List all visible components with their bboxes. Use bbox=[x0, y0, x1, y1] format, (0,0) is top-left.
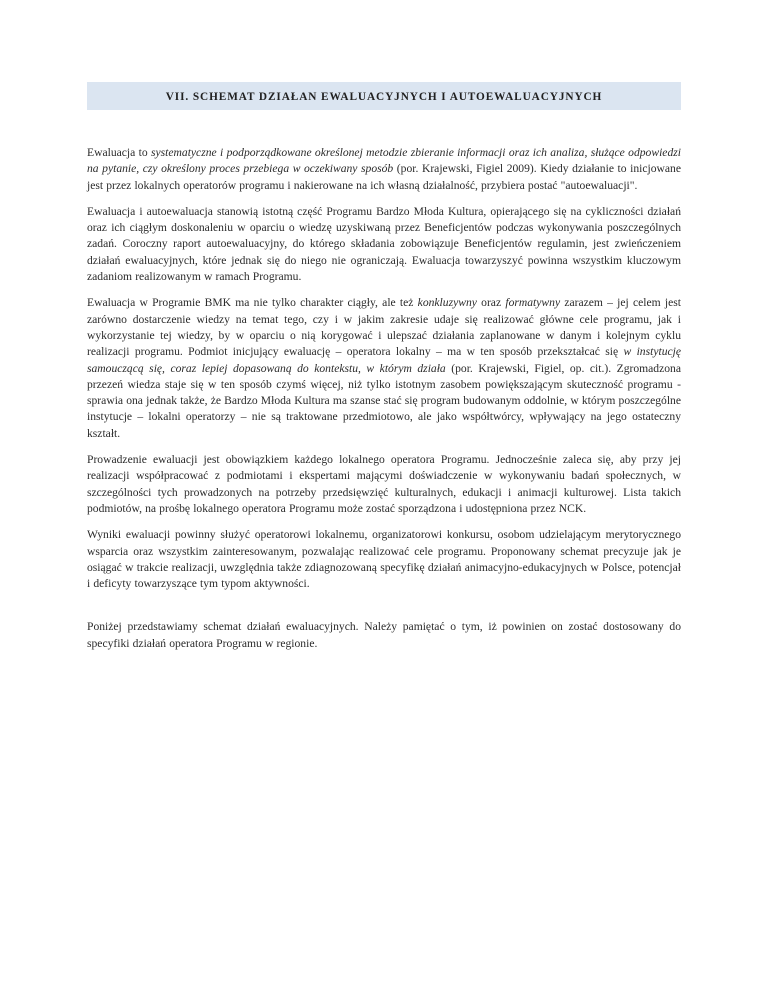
section-title-bar bbox=[87, 82, 681, 110]
paragraph-3-run-6-italic: w instytucję samouczącą się, coraz lepiej dopasowaną do kontekstu, w którym działa bbox=[87, 345, 681, 375]
paragraph-operator-obligation bbox=[87, 452, 681, 517]
paragraph-3-run-2-italic: konkluzywny bbox=[417, 296, 477, 310]
paragraph-evaluation-results bbox=[87, 527, 681, 592]
paragraph-evaluation-definition bbox=[87, 145, 681, 194]
document-page bbox=[87, 82, 681, 662]
paragraph-3-run-1: Ewaluacja w Programie BMK ma nie tylko charakter ciągły, ale też bbox=[87, 296, 418, 310]
paragraph-2-run-1: Ewaluacja i autoewaluacja stanowią istotną część Programu Bardzo Młoda Kultura, opierającego się na cykliczności działań oraz ich ciągłym doskonaleniu w oparciu o wiedzę uzyskiwaną przez Beneficjentów podczas wykonywania poszczególnych zadań. Coroczny raport autoewaluacyjny, do którego składania zobowiązuje Beneficjentów regulamin, jest zwieńczeniem działań ewaluacyjnych, które jednak się do niego nie ograniczają. Ewaluacja towarzyszyć powinna wszystkim kluczowym zadaniom realizowanym w ramach Programu. bbox=[87, 204, 681, 284]
paragraph-4-run-1: Prowadzenie ewaluacji jest obowiązkiem każdego lokalnego operatora Programu. Jednocześnie zaleca się, aby przy jej realizacji współpracować z podmiotami i ekspertami mającymi doświadczenie w wykonywaniu badań społecznych, w szczególności tych prowadzonych na potrzeby przedsięwzięć kulturalnych, edukacji i animacji kulturowej. Lista takich podmiotów, na prośbę lokalnego operatora Programu może zostać sporządzona i udostępniona przez NCK. bbox=[87, 453, 681, 515]
document-body bbox=[87, 145, 681, 652]
paragraph-3-run-7: (por. Krajewski, Figiel, op. cit.). Zgromadzona przezeń wiedza staje się w ten sposób czymś więcej, niż tylko istotnym zasobem powiększającym skuteczność programu - sprawia ona jednak także, że Bardzo Młoda Kultura ma szanse stać się program budowanym oddolnie, w którym poszczególne instytucje – lokalni operatorzy – nie są traktowane przedmiotowo, ale jako współtwórcy, wpływający na jego ostateczny kształt. bbox=[87, 361, 681, 440]
paragraph-3-run-3: oraz bbox=[476, 296, 506, 310]
paragraph-3-run-4-italic: formatywny bbox=[505, 296, 561, 310]
paragraph-program-cyclicality bbox=[87, 204, 681, 285]
paragraph-schema-intro bbox=[87, 619, 681, 652]
paragraph-1-run-1: Ewaluacja to bbox=[87, 146, 151, 159]
paragraph-3-run-5: zarazem – jej celem jest zarówno dostarczenie wiedzy na temat tego, czy i w jakim zakresie udaje się realizować główne cele programu, jak i wykorzystanie tej wiedzy, by w oparciu o nią korygować i ulepszać działania zaplanowane w danym i kolejnym cyklu realizacji programu. Podmiot inicjujący ewaluację – operatora lokalny – ma w ten sposób przekształcać się bbox=[87, 296, 682, 359]
paragraph-bmk-evaluation-character bbox=[87, 295, 681, 442]
paragraph-6-run-1: Poniżej przedstawiamy schemat działań ewaluacyjnych. Należy pamiętać o tym, iż powinien on zostać dostosowany do specyfiki działań operatora Programu w regionie. bbox=[87, 620, 681, 650]
paragraph-5-run-1: Wyniki ewaluacji powinny służyć operatorowi lokalnemu, organizatorowi konkursu, osobom udzielającym merytorycznego wsparcia oraz wszystkim zainteresowanym, pozwalając realizować cele programu. Proponowany schemat precyzuje jak je osiągać w trakcie realizacji, uwzględnia także zdiagnozowaną specyfikę działań animacyjno-edukacyjnych w Polsce, potencjał i deficyty towarzyszące tym typom aktywności. bbox=[87, 528, 681, 591]
paragraph-1-run-3: (por. Krajewski, Figiel 2009). Kiedy działanie to inicjowane jest przez lokalnych operatorów programu i nakierowane na ich własną działalność, przybiera postać "autoewaluacji". bbox=[87, 162, 681, 192]
section-title: VII. SCHEMAT DZIAŁAN EWALUACYJNYCH I AUTOEWALUACYJNYCH bbox=[165, 91, 603, 103]
paragraph-1-run-2-italic: systematyczne i podporządkowane określonej metodzie zbieranie informacji oraz ich analiza, służące odpowiedzi na pytanie, czy określony proces przebiega w oczekiwany sposób bbox=[87, 146, 681, 176]
